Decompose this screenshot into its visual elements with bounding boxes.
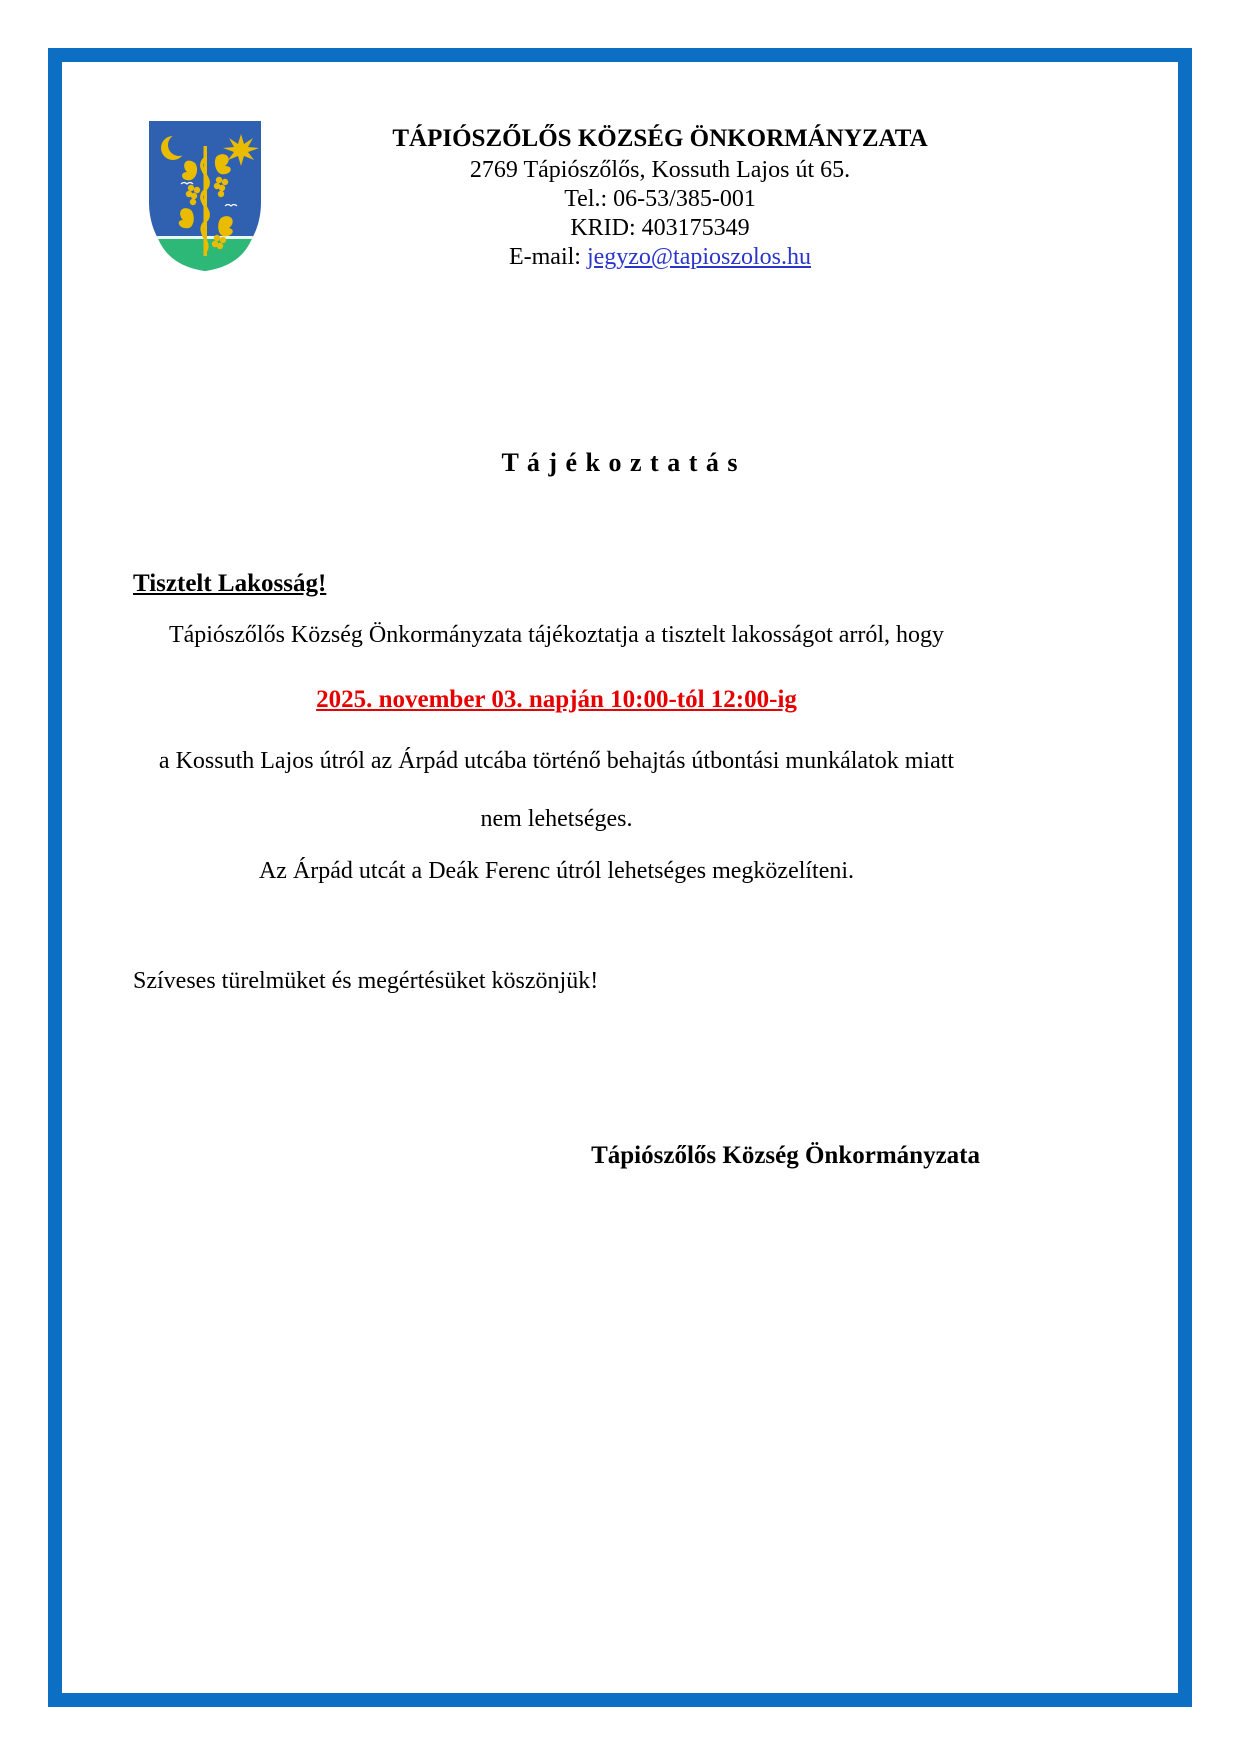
signature: Tápiószőlős Község Önkormányzata <box>591 1142 980 1169</box>
org-name: TÁPIÓSZŐLŐS KÖZSÉG ÖNKORMÁNYZATA <box>392 125 928 152</box>
document-title: T á j é k o z t a t á s <box>501 448 739 477</box>
email-link[interactable]: jegyzo@tapioszolos.hu <box>586 244 812 270</box>
document-body <box>133 0 980 1755</box>
body-line-1: a Kossuth Lajos útról az Árpád utcába történő behajtás útbontási munkálatok miatt <box>158 748 955 774</box>
org-krid: KRID: 403175349 <box>570 215 750 241</box>
body-line-3: Az Árpád utcát a Deák Ferenc útról lehetséges megközelíteni. <box>258 858 855 884</box>
date-highlight: 2025. november 03. napján 10:00-tól 12:00-ig <box>316 686 797 713</box>
intro-paragraph: Tápiószőlős Község Önkormányzata tájékoztatja a tisztelt lakosságot arról, hogy <box>168 622 945 648</box>
org-address: 2769 Tápiószőlős, Kossuth Lajos út 65. <box>469 157 851 183</box>
closing-line: Szíveses türelmüket és megértésüket köszönjük! <box>133 968 599 994</box>
org-phone: Tel.: 06-53/385-001 <box>564 186 756 212</box>
email-label: E-mail: <box>508 244 587 270</box>
body-line-2: nem lehetséges. <box>480 806 633 832</box>
salutation: Tisztelt Lakosság! <box>133 570 327 597</box>
